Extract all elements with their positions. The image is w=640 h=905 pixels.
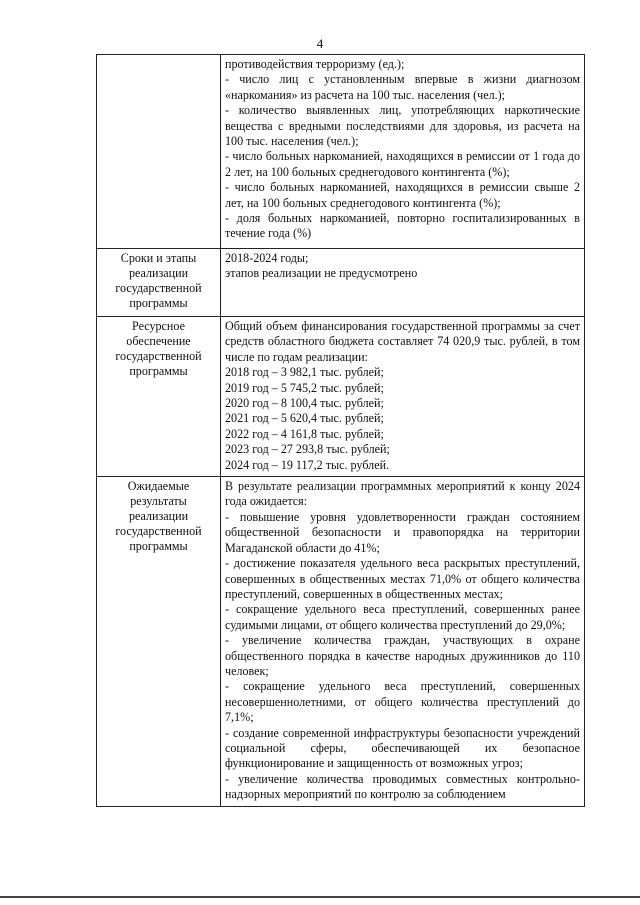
row-label-cell [97, 249, 221, 317]
label-line: Ожидаемые [127, 479, 190, 494]
row-content-cell [221, 55, 585, 249]
funding-year-line: 2022 год – 4 161,8 тыс. рублей; [225, 426, 384, 441]
row-content-cell [221, 477, 585, 807]
content-line: 2018-2024 годы; [225, 251, 309, 265]
result-line: - увеличение количества граждан, участвующих в охране общественного порядка в качестве народных дружинников до 110 человек; [225, 633, 580, 678]
content-line: этапов реализации не предусмотрено [225, 266, 418, 281]
label-line: программы [129, 539, 188, 554]
funding-year-line: 2020 год – 8 100,4 тыс. рублей; [225, 396, 384, 411]
funding-year-line: 2019 год – 5 745,2 тыс. рублей; [225, 380, 384, 395]
indicator-line: - доля больных наркоманией, повторно госпитализированных в течение года (%) [225, 211, 580, 241]
table-row-terms [97, 249, 585, 317]
row-content-cell [221, 317, 585, 477]
label-line: Ресурсное [132, 319, 185, 333]
funding-year-line: 2018 год – 3 982,1 тыс. рублей; [225, 365, 384, 380]
indicator-line: - число больных наркоманией, находящихся в ремиссии свыше 2 лет, на 100 больных среднегодового контингента (%); [225, 180, 580, 210]
result-line: - сокращение удельного веса преступлений, совершенных несовершеннолетними, от общего количества преступлений до 7,1%; [225, 679, 580, 725]
row-content-cell [221, 249, 585, 317]
funding-summary: Общий объем финансирования государственной программы за счет средств областного бюджета составляет 74 020,9 тыс. рублей, в том числе по годам реализации: [225, 319, 580, 364]
result-line: - сокращение удельного веса преступлений, совершенных ранее судимыми лицами, от общего количества преступлений до 29,0%; [225, 602, 580, 632]
indicator-line: противодействия терроризму (ед.); [225, 57, 405, 71]
row-label-cell [97, 477, 221, 807]
label-line: государственной [115, 281, 202, 295]
funding-year-line: 2021 год – 5 620,4 тыс. рублей; [225, 411, 384, 426]
label-line: результаты [130, 494, 187, 509]
page-number: 4 [316, 36, 324, 51]
table-row-resources [97, 317, 585, 477]
label-line: программы [129, 364, 188, 378]
result-line: В результате реализации программных мероприятий к концу 2024 года ожидается: [225, 479, 580, 509]
label-line: обеспечение [126, 334, 191, 348]
result-line: - увеличение количества проводимых совместных контрольно-надзорных мероприятий по контролю за соблюдением [225, 771, 580, 802]
funding-year-line: 2023 год – 27 293,8 тыс. рублей; [225, 442, 390, 457]
result-line: - достижение показателя удельного веса раскрытых преступлений, совершенных в общественных местах 71,0% от общего количества преступлений, совершенных в общественных местах; [225, 556, 580, 601]
result-line: - повышение уровня удовлетворенности граждан состоянием общественной безопасности и правопорядка на территории Магаданской области до 41%; [225, 509, 580, 555]
label-line: реализации [128, 266, 189, 280]
label-line: реализации [128, 509, 189, 524]
result-line: - создание современной инфраструктуры безопасности учреждений социальной сферы, обеспечивающей их безопасное функционирование и защищенность от возможных угроз; [225, 725, 580, 771]
label-line: программы [129, 296, 188, 310]
indicator-line: - количество выявленных лиц, употребляющих наркотические вещества с вредными последствиями для здоровья, из расчета на 100 тыс. населения (чел.); [225, 103, 580, 149]
label-line: государственной [115, 524, 202, 539]
table-row-expected-results [97, 477, 585, 807]
row-label-cell [97, 55, 221, 249]
row-label-cell [97, 317, 221, 477]
bottom-rule [0, 896, 640, 898]
indicator-line: - число лиц с установленным впервые в жизни диагнозом «наркомания» из расчета на 100 тыс. населения (чел.); [225, 72, 580, 102]
label-line: государственной [115, 349, 202, 363]
table-row-indicators [97, 55, 585, 249]
indicator-line: - число больных наркоманией, находящихся в ремиссии от 1 года до 2 лет, на 100 больных среднегодового контингента (%); [225, 149, 580, 179]
label-line: Сроки и этапы [120, 251, 197, 265]
funding-year-line: 2024 год – 19 117,2 тыс. рублей. [225, 457, 390, 472]
passport-table [96, 54, 585, 807]
